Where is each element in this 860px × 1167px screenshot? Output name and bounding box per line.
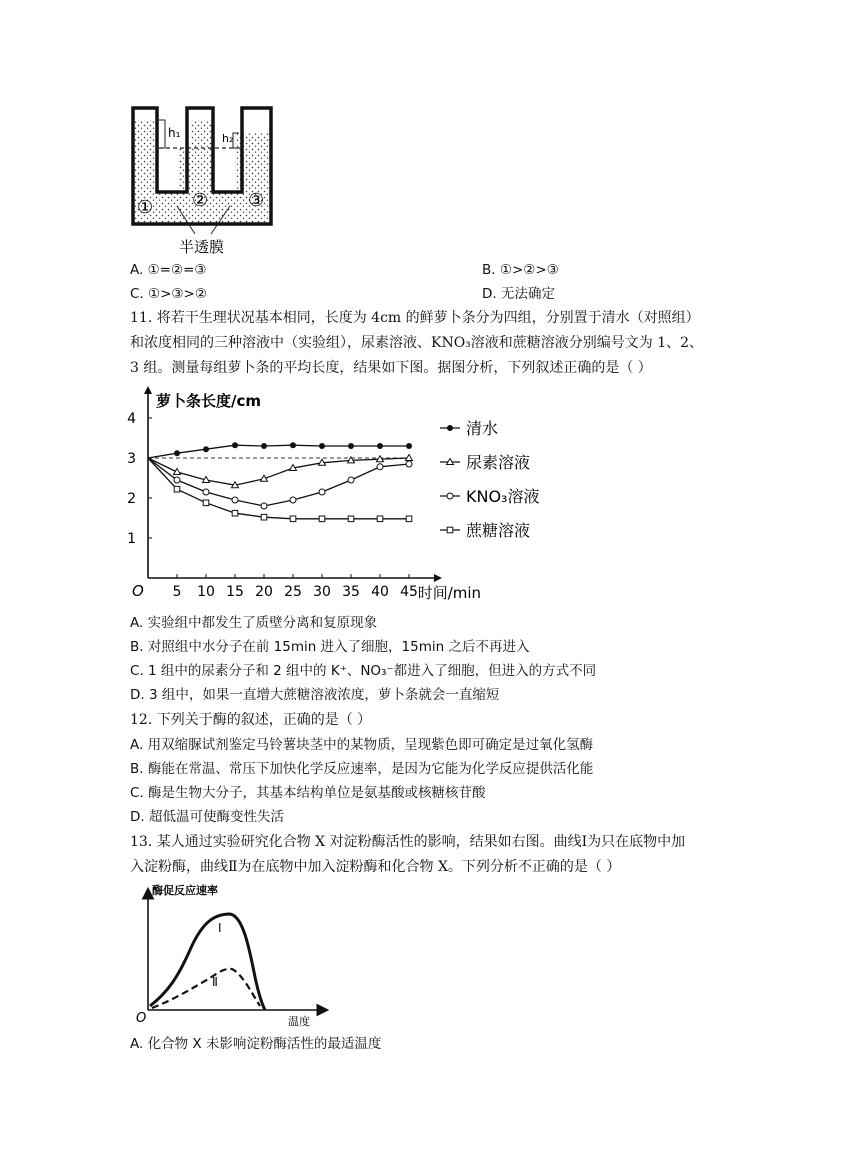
q10-option-d: D. 无法确定 [482,286,555,302]
y-axis-arrow [144,386,152,394]
series-line-4 [148,458,409,519]
data-point [261,514,267,520]
data-point [348,477,354,483]
y-tick-label: 1 [127,531,136,547]
q11-stem-line1: 11. 将若干生理状况基本相同，长度为 4cm 的鲜萝卜条分为四组，分别置于清水（对照组） [130,310,700,326]
y-axis-label: 萝卜条长度/cm [156,392,262,410]
radish-length-chart [128,386,568,606]
tube-label-1: ① [137,197,154,218]
q13-stem-line2: 入淀粉酶，曲线Ⅱ为在底物中加入淀粉酶和化合物 X。下列分析不正确的是（ ） [130,859,621,875]
data-point [203,446,209,452]
q10-option-c: C. ①>③>② [130,286,207,302]
q13-stem-line1: 13. 某人通过实验研究化合物 X 对淀粉酶活性的影响，结果如右图。曲线Ⅰ为只在底物中加 [130,834,686,850]
tube-label-2: ② [192,190,209,211]
x-tick-label: 20 [255,584,273,600]
x-tick-label: 5 [172,584,182,600]
legend-marker [447,493,453,499]
q12-stem: 12. 下列关于酶的叙述，正确的是（ ） [130,712,372,728]
data-point [406,461,412,467]
data-point [232,442,238,448]
data-point [406,443,412,449]
data-point [232,497,238,503]
x-tick-label: 35 [342,584,360,600]
q12-option-a: A. 用双缩脲试剂鉴定马铃薯块茎中的某物质，呈现紫色即可确定是过氧化氢酶 [130,737,594,753]
data-point [319,443,325,449]
q12-option-c: C. 酶是生物大分子，其基本结构单位是氨基酸或核糖核苷酸 [130,785,486,801]
q10-option-b: B. ①>②>③ [482,262,559,278]
tube-label-3: ③ [248,190,265,211]
legend-marker [447,527,453,533]
legend-label: 尿素溶液 [466,453,531,472]
x-tick-label: 45 [400,584,418,600]
legend-marker [447,425,453,431]
data-point [232,510,238,516]
u-tube-apparatus-figure [125,100,285,260]
data-point [348,443,354,449]
q12-option-d: D. 超低温可使酶变性失活 [130,809,284,825]
x-tick-label: 40 [371,584,389,600]
data-point [290,516,296,522]
q11-stem-line3: 3 组。测量每组萝卜条的平均长度，结果如下图。据图分析，下列叙述正确的是（ ） [130,360,652,376]
q11-option-a: A. 实验组中都发生了质壁分离和复原现象 [130,615,378,631]
chart-axes [127,386,442,600]
data-point [406,516,412,522]
q10-option-a: A. ①=②=③ [130,262,207,278]
q11-option-b: B. 对照组中水分子在前 15min 进入了细胞，15min 之后不再进入 [130,639,530,655]
q12-option-b: B. 酶能在常温、常压下加快化学反应速率，是因为它能为化学反应提供活化能 [130,761,594,777]
data-point [290,442,296,448]
y-tick-label: 2 [127,491,136,507]
q11-option-d: D. 3 组中，如果一直增大蔗糖溶液浓度，萝卜条就会一直缩短 [130,687,500,703]
data-point [319,489,325,495]
data-point [377,516,383,522]
x-axis-label: 时间/min [417,584,482,602]
data-point [290,497,296,503]
q13-option-a: A. 化合物 X 未影响淀粉酶活性的最适温度 [130,1036,382,1052]
q11-option-c: C. 1 组中的尿素分子和 2 组中的 K⁺、NO₃⁻都进入了细胞，但进入的方式不同 [130,663,597,679]
h2-label: h₂ [222,132,234,145]
chart-lines [148,445,409,519]
q11-stem-line2: 和浓度相同的三种溶液中（实验组），尿素溶液、KNO₃溶液和蔗糖溶液分别编号文为 1、2、 [130,335,704,351]
legend-label: KNO₃溶液 [466,487,540,506]
data-point [377,443,383,449]
x-tick-label: 30 [313,584,331,600]
data-point [261,443,267,449]
curve-1-label: Ⅰ [218,921,222,935]
origin-label: O [136,1011,147,1026]
x-tick-label: 15 [226,584,244,600]
data-point [174,477,180,483]
h1-label: h₁ [168,126,181,140]
data-point [348,516,354,522]
x-tick-label: 25 [284,584,302,600]
enzyme-rate-chart [128,882,338,1032]
curve-1 [150,914,265,1010]
chart-markers [174,442,413,521]
legend-label: 蔗糖溶液 [466,521,531,540]
curve-2-label: Ⅱ [212,975,218,989]
data-point [203,500,209,506]
data-point [174,486,180,492]
data-point [203,489,209,495]
membrane-label: 半透膜 [179,238,225,256]
y-tick-label: 4 [127,411,136,427]
x-axis-label: 温度 [288,1015,310,1028]
legend-label: 清水 [466,419,499,438]
series-line-1 [148,445,409,458]
origin-label: O [132,582,144,600]
data-point [377,464,383,470]
data-point [174,450,180,456]
chart-legend [440,419,539,540]
data-point [261,503,267,509]
series-line-3 [148,458,409,506]
y-axis-label: 酶促反应速率 [152,884,218,897]
data-point [319,516,325,522]
x-tick-label: 10 [197,584,215,600]
x-axis-arrow [434,574,442,582]
y-tick-label: 3 [127,451,136,467]
